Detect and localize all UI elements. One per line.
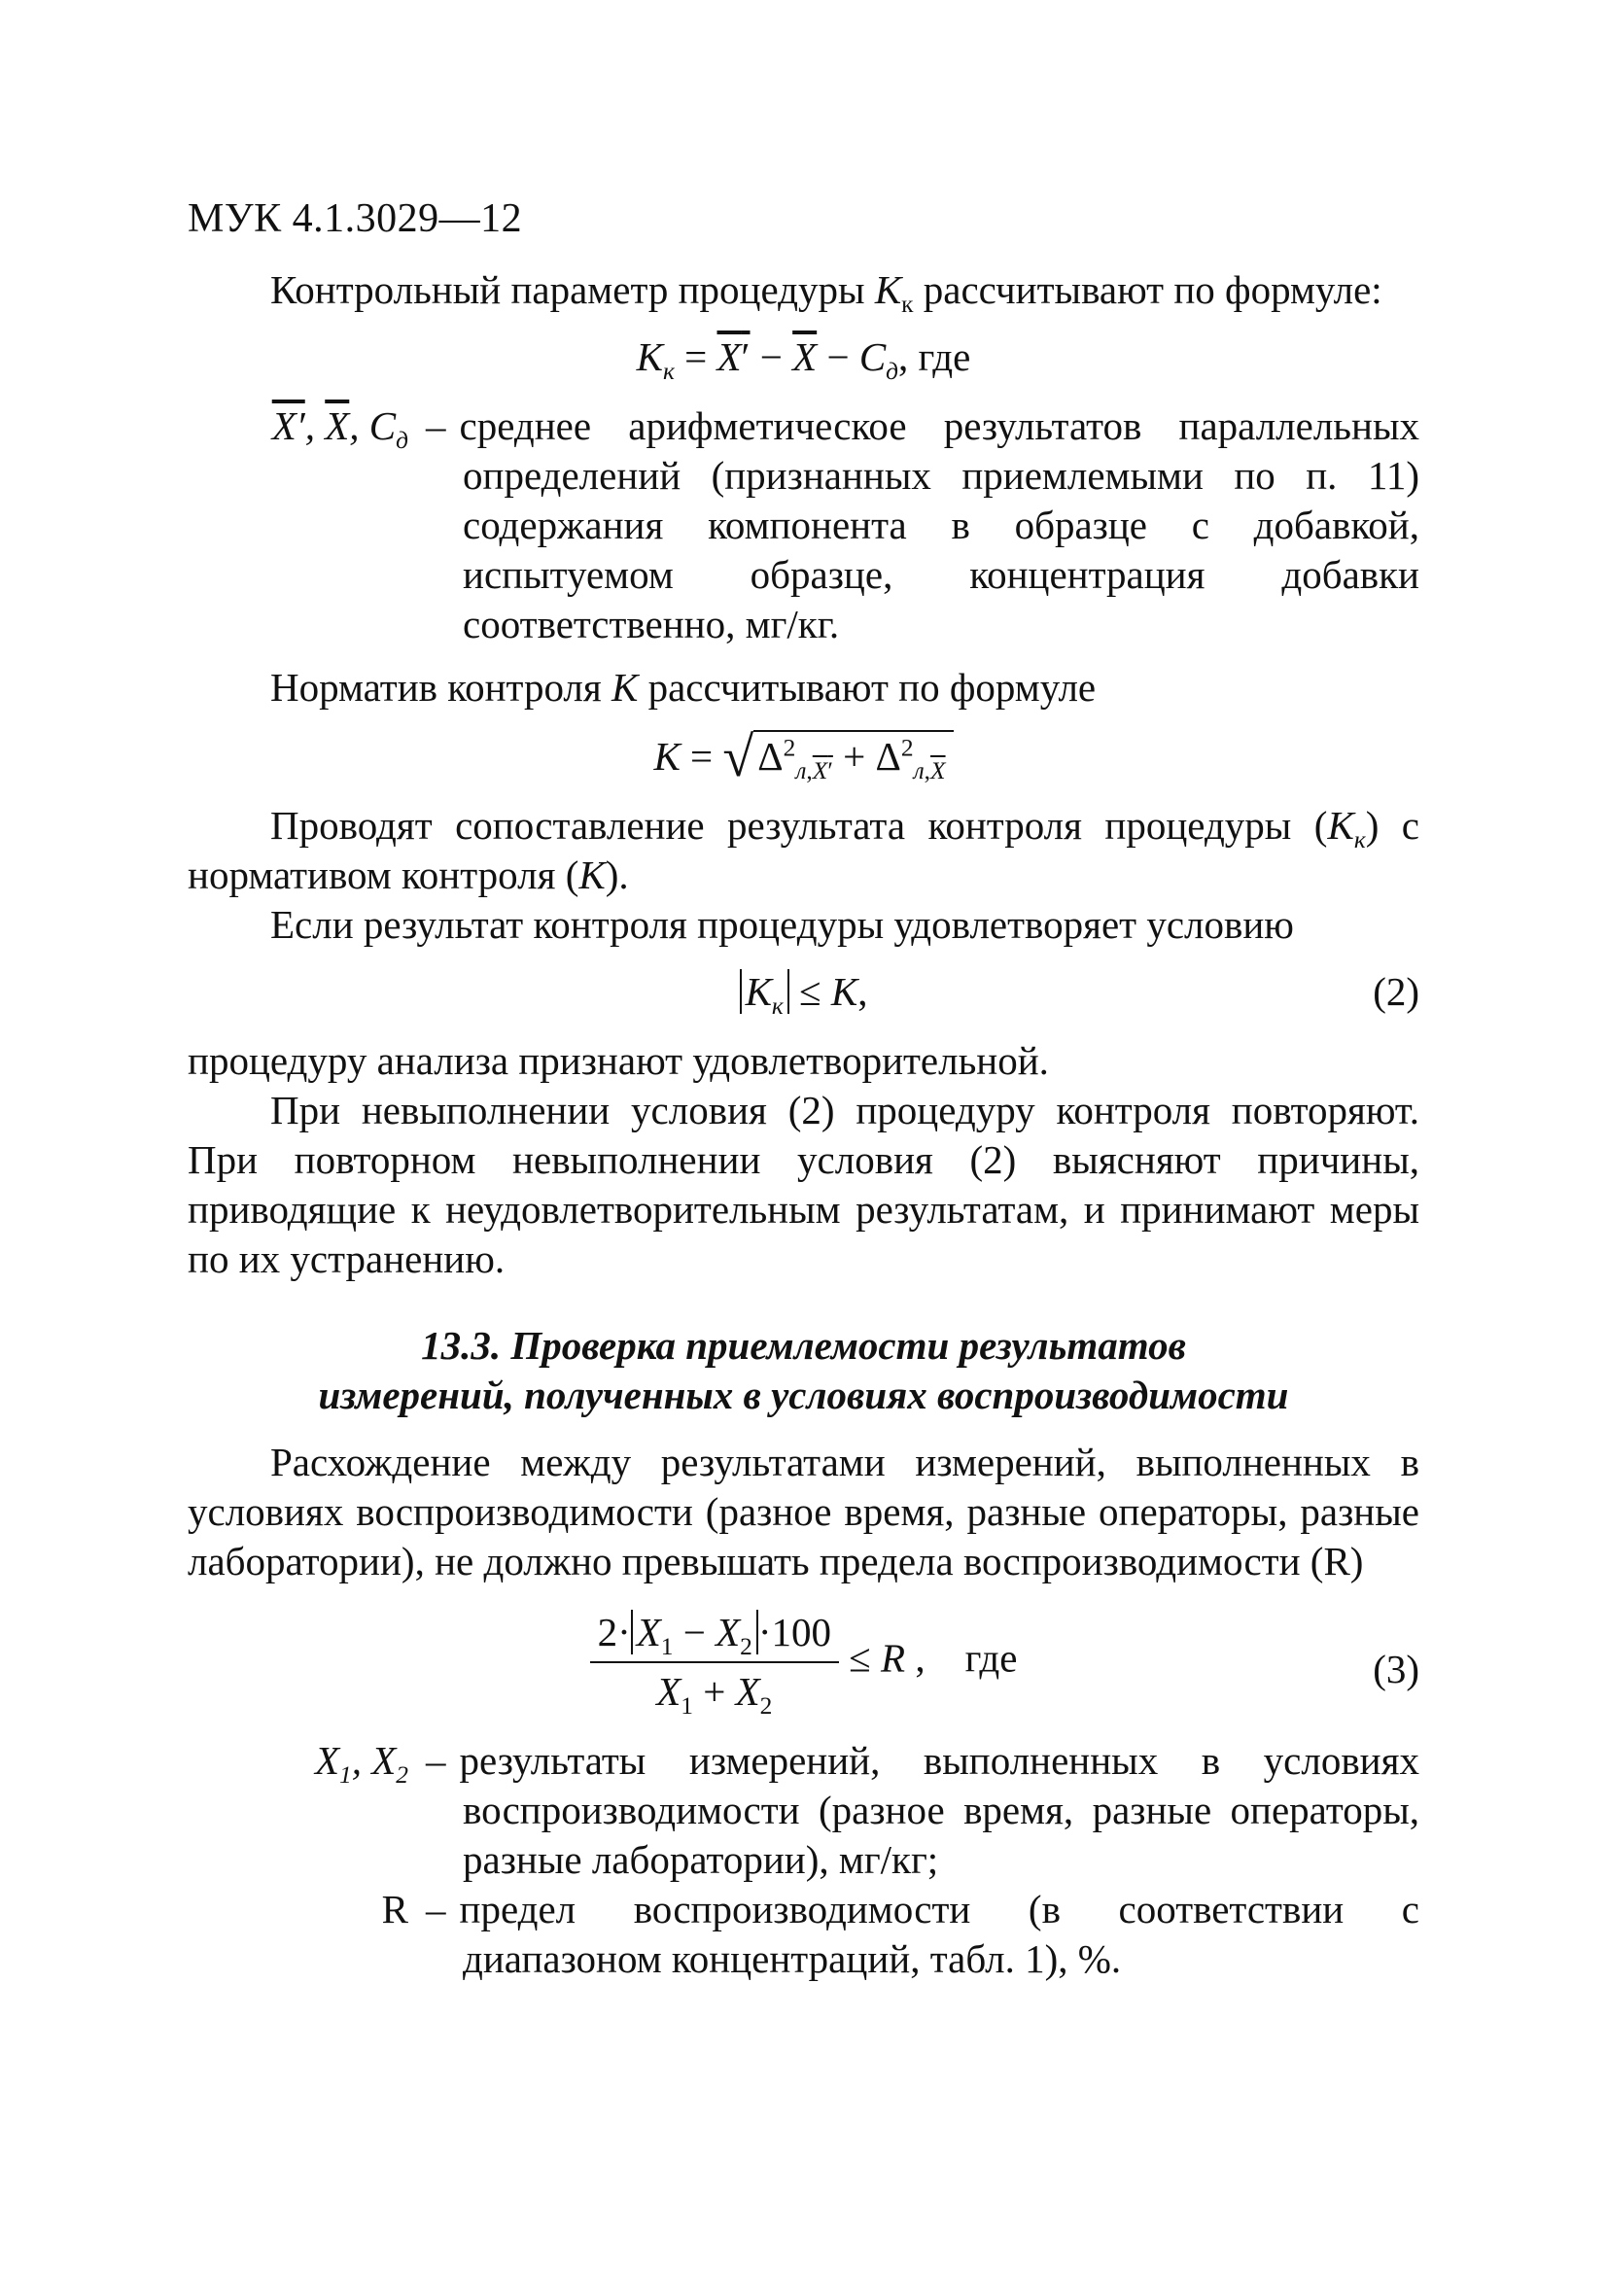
definition-list-1 bbox=[188, 401, 1419, 649]
definition-text: – результаты измерений, выполненных в условиях воспроизводимости (разное время, разные операторы, разные лаборатории), мг/кг; bbox=[426, 1738, 1419, 1882]
definition-text: – среднее арифметическое результатов параллельных определений (признанных приемлемыми по п. 11) содержания компонента в образце с добавкой, испытуемом образце, концентрация добавки соответственно, мг/кг. bbox=[426, 403, 1419, 646]
math-symbol: K bbox=[874, 267, 902, 312]
text: рассчитывают по формуле: bbox=[913, 267, 1382, 312]
equation-number: (2) bbox=[1373, 969, 1419, 1014]
paragraph-comparison: Проводят сопоставление результата контроля процедуры $(K_к)$ с нормативом контроля (K). bbox=[188, 803, 1419, 897]
definition-symbol: R bbox=[381, 1887, 408, 1931]
math-subscript: к bbox=[901, 291, 914, 319]
equation-number: (3) bbox=[1373, 1647, 1419, 1691]
document-header: МУК 4.1.3029—12 bbox=[188, 196, 523, 241]
text: Контрольный параметр процедуры bbox=[270, 267, 875, 312]
formula-condition-2: $K_к \le K$, (2) bbox=[188, 967, 1419, 1017]
paragraph-reproducibility: Расхождение между результатами измерений, выполненных в условиях воспроизводимости (разное время, разные операторы, разные лаборатории), не должно превышать предела воспроизводимости (R) bbox=[188, 1440, 1419, 1583]
formula-control-norm: $K = √\Delta^2_{л,X'} + \Delta^2_{л,\overline{X}}$ bbox=[188, 730, 1419, 782]
paragraph-control-norm: Норматив контроля K рассчитывают по формуле bbox=[270, 665, 1097, 710]
formula-where: , где bbox=[898, 334, 971, 379]
definition-symbol: $X_1$, $X_2$ bbox=[315, 1738, 408, 1790]
paragraph-condition: Если результат контроля процедуры удовлетворяет условию bbox=[270, 902, 1294, 947]
paragraph-satisfactory: процедуру анализа признают удовлетворительной. bbox=[188, 1038, 1049, 1083]
formula-reproducibility-3: $\frac{2\cdot X_1 - X_2 \cdot 100}{X_1 + X_2}$ ≤ R , где (3) bbox=[188, 1608, 1419, 1717]
paragraph-repeat: При невыполнении условия (2) процедуру контроля повторяют. При повторном невыполнении условия (2) выясняют причины, приводящие к неудовлетворительным результатам, и принимают меры по их устранению. bbox=[188, 1088, 1419, 1281]
heading-line: 13.3. Проверка приемлемости результатов bbox=[421, 1323, 1186, 1368]
document-page bbox=[188, 194, 1419, 1998]
fraction: $\frac{2\cdot X_1 - X_2 \cdot 100}{X_1 + X_2}$ bbox=[590, 1608, 839, 1717]
definition-list-2 bbox=[188, 1736, 1419, 1984]
formula-where: где bbox=[964, 1635, 1018, 1681]
definition-text: – предел воспроизводимости (в соответствии с диапазоном концентраций, табл. 1), %. bbox=[426, 1887, 1419, 1981]
formula-control-parameter: $K_к = X' - \overline{X} - C_д$, где bbox=[636, 334, 971, 386]
paragraph-control-parameter bbox=[188, 265, 1419, 319]
definition-symbol: X′, $\overline{X}$, $C_д$ bbox=[271, 403, 408, 455]
section-heading bbox=[188, 1321, 1419, 1420]
heading-line: измерений, полученных в условиях воспроизводимости bbox=[318, 1373, 1289, 1417]
